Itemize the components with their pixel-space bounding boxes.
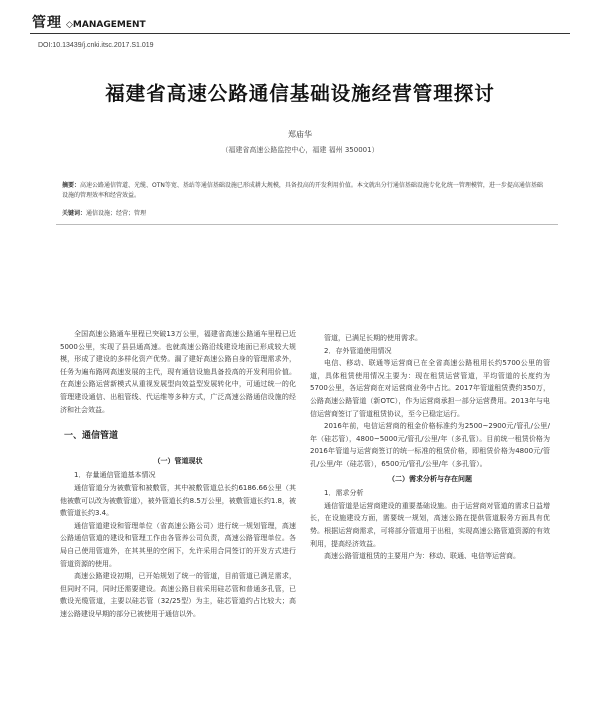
abstract-label: 摘要： <box>62 182 81 189</box>
paragraph: 电信、移动、联通等运营商已在全省高速公路租用长约5700公里的管道，具体租赁使用情况主要为：现在租赁运营管道，平均管道的长度约为5700公里，各运营商在对运营商业务中占比。2017年管道租赁费约350万，公路高速公路管道（新OTC），作为运营商承担一部分运营费用。2013年与电信运营商签订了管道租赁协议，至今已稳定运行。 <box>310 359 550 418</box>
header-rule <box>30 33 570 34</box>
item-heading: 1．需求分析 <box>324 489 364 498</box>
affiliation: （福建省高速公路监控中心，福建 福州 350001） <box>221 146 379 154</box>
abstract <box>62 181 548 201</box>
journal-header <box>32 12 146 32</box>
keywords-text: 通信设施；经营；管理 <box>86 210 147 217</box>
left-column <box>60 328 296 620</box>
paragraph: 高速公路管道租赁的主要用户为：移动、联通、电信等运营商。 <box>324 552 520 561</box>
paragraph: 高速公路建设初期，已开始规划了统一的管道，目前管道已满足需求，但同时不同，同时还需要建设。高速公路目前采用硅芯管和普通多孔管，已敷设光缆管道，主要以硅芯管（32/25型）为主，硅芯管道约占比较大；高速公路建设早期的部分已被使用于通信以外。 <box>60 572 296 618</box>
abstract-text: 高速公路通信管道、光缆、OTN等宽、基站等通信基础设施已形成耕大规模，具备投高的开发利用价值。本文就出分行通信基础设施专化化统一管理模管，进一步提高通信基础设施的管理效率和经营效益。 <box>62 182 543 199</box>
paragraph: 通信管道建设和管理单位（省高速公路公司）进行统一规划管理，高速公路通信管道的建设和管理工作由各管养公司负责，高速公路管理单位。各局自己使用管道外，在其其里的空闲下，允许采用合同签订的开发方式进行管道资源的使用。 <box>60 521 296 568</box>
item-heading: 1．存量通信管道基本情况 <box>74 471 156 480</box>
section-name: 管理 <box>32 15 62 31</box>
paragraph: 管道，已满足长期的使用需求。 <box>324 334 422 342</box>
subsection-heading: （一）管道现状 <box>153 456 203 465</box>
section-heading: 一、通信管道 <box>64 431 119 442</box>
keywords <box>62 208 548 217</box>
keywords-label: 关键词： <box>62 210 87 217</box>
paragraph: 通信管道分为被敷管和被敷管，其中被敷管道总长约6186.66公里（其他被敷可以改为被敷管道），被外管道长约8.5万公里，被敷管道长约1.8，被敷管道长约3.4。 <box>60 483 296 518</box>
doi: DOI:10.13439/j.cnki.itsc.2017.S1.019 <box>38 42 154 49</box>
item-heading: 2．存外管道使用情况 <box>324 346 392 355</box>
author: 郑庙华 <box>288 130 312 139</box>
body-divider <box>56 224 558 225</box>
paragraph: 通信管道是运营商建设的重要基础设施。由于运营商对管道的需求日益增长，在设施建设方面，需要统一规划，高速公路在提供管道服务方面具有优势。根据运营商需求，可将部分管道用于出租，实现高速公路管道资源的有效利用，提高经济效益。 <box>310 501 550 548</box>
right-column <box>310 332 550 563</box>
paragraph: 2016年前，电信运营商的租金价格标准约为2500~2900元/管孔/公里/年（硅芯管），4800~5000元/管孔/公里/年（多孔管）。目前统一租赁价格为2016年管道与运营商签订的统一标准的租赁价格，即租赁价格为4800元/管孔/公里/年（硅芯管），6500元/管孔/公里/年（多孔管）。 <box>310 422 550 468</box>
subsection-heading: （二）需求分析与存在问题 <box>388 474 472 483</box>
intro-paragraph: 全国高速公路通车里程已突破13万公里，福建省高速公路通车里程已近5000公里，实现了县县通高速。也就高速公路沿线建设地面已形成较大规模，形成了建设的多样化资产优势。漏了建好高速公路自身的管理需求外，任务为遍布路网高速发展的主代，现有通信设施具备投高的开发利用价值。在高速公路运营新模式从重视发展型向效益型发展转化中，可通过统一的化管理建设通信、出租管线、代运维等多种方式，广泛高速公路通信设施的经济和社会效益。 <box>60 330 296 414</box>
paper-title: 福建省高速公路通信基础设施经营管理探讨 <box>105 82 495 105</box>
section-name-en: ◇MANAGEMENT <box>66 20 146 30</box>
